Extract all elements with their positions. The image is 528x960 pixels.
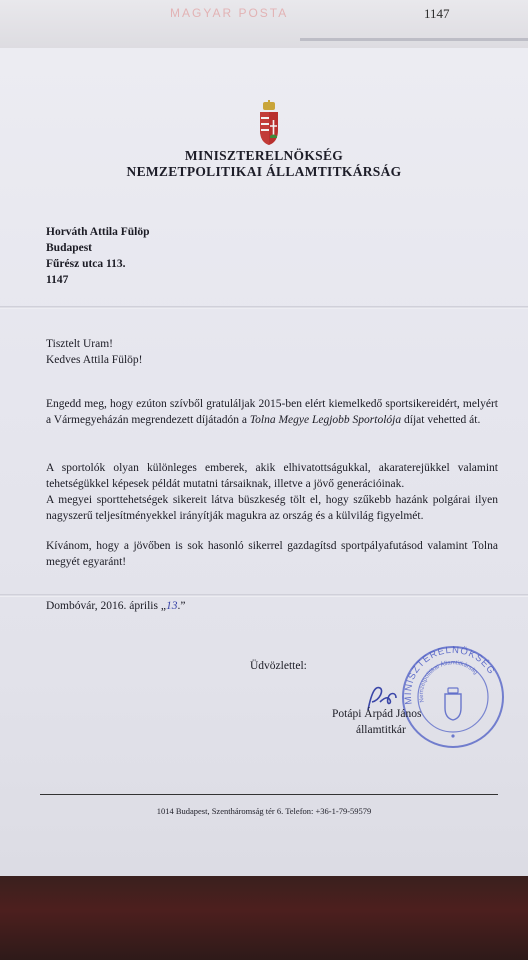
- footer-address: 1014 Budapest, Szentháromság tér 6. Telefon: +36-1-79-59579: [156, 806, 372, 816]
- paper-fold: [0, 594, 528, 597]
- svg-text:Nemzetpolitikai Államtitkárság: [419, 660, 479, 703]
- signer-title: államtitkár: [356, 724, 406, 736]
- envelope-zip: 1147: [424, 6, 450, 21]
- award-name: Tolna Megye Legjobb Sportolója: [249, 414, 402, 426]
- date-day-handwritten: 13: [165, 600, 178, 612]
- body-paragraph-2: A sportolók olyan különleges emberek, akik elhivatottságukkal, akaraterejükkel valamint tehetségükkel képesek példát mutatni társaiknak, illetve a jövő generációinak.: [46, 462, 498, 490]
- letter-sheet: [0, 48, 528, 876]
- signer-name: Potápi Árpád János: [332, 708, 422, 720]
- salutation-formal: Tisztelt Uram!: [46, 338, 113, 350]
- recipient-street: Fűrész utca 113.: [46, 258, 126, 270]
- stamp-outer-text: MINISZTERELNÖKSÉG: [402, 644, 498, 706]
- recipient-name: Horváth Attila Fülöp: [46, 226, 150, 238]
- stamp-inner-text: Nemzetpolitikai Államtitkárság: [418, 660, 479, 703]
- svg-text:MINISZTERELNÖKSÉG: [403, 645, 497, 705]
- table-surface: [0, 876, 528, 960]
- envelope-edge: [300, 38, 528, 41]
- paper-fold: [0, 306, 528, 309]
- envelope-strip: [0, 0, 528, 52]
- letter-date: Dombóvár, 2016. április „13.”: [46, 600, 186, 612]
- body-paragraph-1: Engedd meg, hogy ezúton szívből gratuláljak 2015-ben elért kiemelkedő sportsikereidért, melyért a Vármegyeházán megrendezett díjátadón a Tolna Megye Legjobb Sportolója díjat vehetted át.: [46, 398, 498, 426]
- salutation-personal: Kedves Attila Fülöp!: [46, 354, 143, 366]
- footer-divider: [40, 794, 498, 795]
- letterhead-line-2: NEMZETPOLITIKAI ÁLLAMTITKÁRSÁG: [126, 164, 402, 179]
- letterhead-line-1: MINISZTERELNÖKSÉG: [184, 148, 344, 163]
- recipient-zip: 1147: [46, 274, 69, 286]
- faded-postmark: MAGYAR POSTA: [170, 6, 289, 20]
- recipient-city: Budapest: [46, 242, 93, 254]
- hungarian-coat-of-arms-icon: [258, 100, 280, 146]
- body-paragraph-3: A megyei sporttehetségek sikereit látva büszkeség tölt el, hogy szűkebb hazánk polgárai ilyen nagyszerű teljesítményekkel irányítják magukra az ország és a külvilág figyelmét.: [46, 494, 498, 522]
- official-stamp: [400, 644, 506, 750]
- body-paragraph-4: Kívánom, hogy a jövőben is sok hasonló sikerrel gazdagítsd sportpályafutásod valamint Tolna megyét egyaránt!: [46, 540, 498, 568]
- closing-greeting: Üdvözlettel:: [250, 660, 307, 672]
